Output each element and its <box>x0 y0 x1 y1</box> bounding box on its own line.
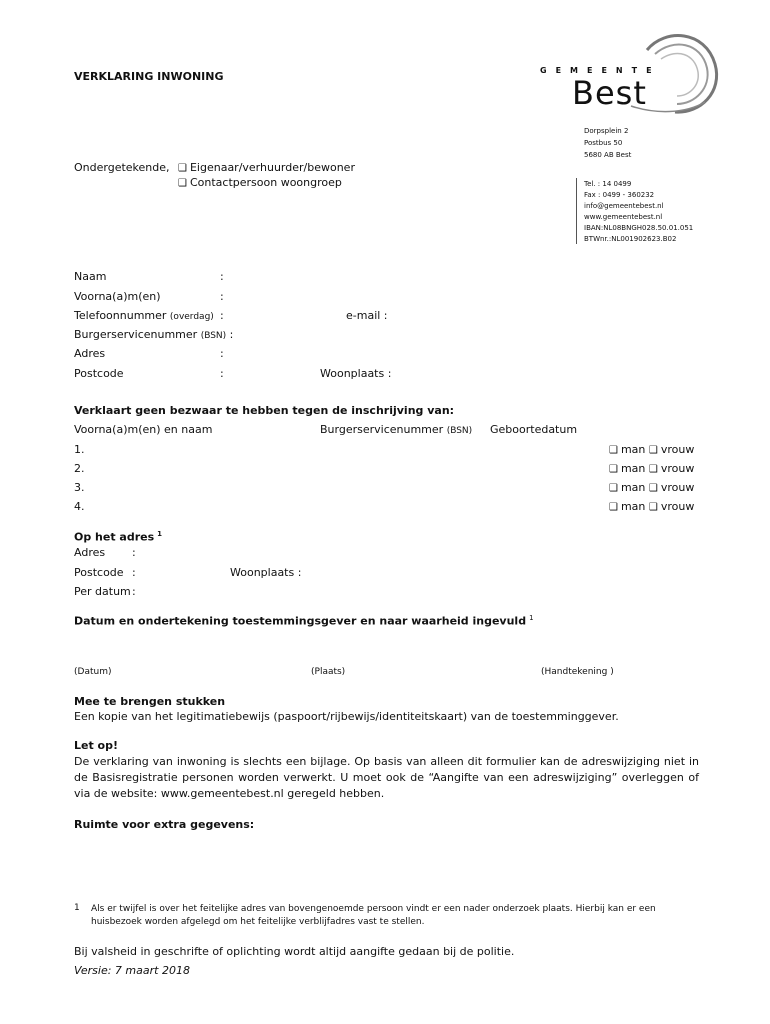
declaration-row-number: 1. <box>74 443 85 456</box>
logo-top-text: GEMEENTE <box>540 66 661 75</box>
vrouw-label: vrouw <box>660 443 695 456</box>
checkbox-icon[interactable]: ❑ <box>609 445 618 456</box>
col-bsn-note: (BSN) <box>446 426 473 436</box>
vrouw-label: vrouw <box>660 462 695 475</box>
bring-heading: Mee te brengen stukken <box>74 695 226 708</box>
signature-datum-label: (Datum) <box>74 667 112 677</box>
notice-text: De verklaring van inwoning is slechts een bijlage. Op basis van alleen dit formulier kan de adreswijziging niet in de Basisregistratie personen worden verwerkt. U moet ook de “Aangifte van een adreswijziging” overleggen of via de website: www.gemeentebest.nl geregeld hebben. <box>74 755 699 800</box>
checkbox-icon[interactable]: ❑ <box>648 445 658 456</box>
gender-options[interactable] <box>609 443 694 456</box>
gemeente-best-logo <box>535 26 725 121</box>
address-woonplaats-label: Woonplaats : <box>230 566 302 579</box>
address-line-3: 5680 AB Best <box>584 151 632 159</box>
field-colon: : <box>220 347 224 360</box>
declaration-col-bsn <box>320 423 472 436</box>
field-colon: : <box>220 309 224 322</box>
signature-heading <box>74 614 534 628</box>
signature-plaats-label: (Plaats) <box>311 667 346 677</box>
footnote-text: Als er twijfel is over het feitelijke adres van bovengenoemde persoon vindt er een nader onderzoek plaats. Hierbij kan er een huisbezoek worden afgelegd om het feitelijke verblijfadres vast te stellen. <box>91 904 656 927</box>
declaration-row-number: 3. <box>74 481 85 494</box>
field-colon: : <box>220 270 224 283</box>
field-colon: : <box>132 585 136 598</box>
address-section-heading <box>74 530 162 544</box>
field-adres-label: Adres <box>74 347 106 360</box>
option-owner[interactable] <box>178 161 355 174</box>
vrouw-label: vrouw <box>660 481 695 494</box>
checkbox-icon[interactable]: ❑ <box>648 464 658 475</box>
declaration-heading: Verklaart geen bezwaar te hebben tegen de inschrijving van: <box>74 404 455 417</box>
man-label: man <box>620 481 646 494</box>
declaration-col-birthdate: Geboortedatum <box>490 423 578 436</box>
field-colon: : <box>220 367 224 380</box>
extra-heading: Ruimte voor extra gegevens: <box>74 818 255 831</box>
checkbox-icon[interactable]: ❑ <box>609 502 618 513</box>
field-colon: : <box>220 290 224 303</box>
field-bsn-label <box>74 328 233 341</box>
field-voornamen-label: Voorna(a)m(en) <box>74 290 161 303</box>
page-title: VERKLARING INWONING <box>74 70 224 83</box>
bring-text: Een kopie van het legitimatiebewijs (paspoort/rijbewijs/identiteitskaart) van de toestemminggever. <box>74 710 619 723</box>
contact-tel: Tel. : 14 0499 <box>584 180 632 188</box>
address-per-datum-label: Per datum <box>74 585 131 598</box>
checkbox-icon[interactable]: ❑ <box>648 502 658 513</box>
checkbox-icon[interactable]: ❑ <box>648 483 658 494</box>
checkbox-icon[interactable]: ❑ <box>609 464 618 475</box>
gender-options[interactable] <box>609 500 694 513</box>
vrouw-label: vrouw <box>660 500 695 513</box>
contact-btw: BTWnr.:NL001902623.B02 <box>584 235 677 243</box>
footnote-number: 1 <box>74 903 80 913</box>
signature-heading-text: Datum en ondertekening toestemmingsgever en naar waarheid ingevuld <box>74 614 527 628</box>
contact-web: www.gemeentebest.nl <box>584 213 663 221</box>
address-line-2: Postbus 50 <box>584 139 623 147</box>
bsn-text: Burgerservicenummer <box>74 328 198 341</box>
field-naam-label: Naam <box>74 270 107 283</box>
field-telefoon-label <box>74 309 214 322</box>
field-email-label: e-mail : <box>346 309 388 322</box>
gender-options[interactable] <box>609 481 694 494</box>
undersigned-label: Ondergetekende, <box>74 161 170 174</box>
footer-warning: Bij valsheid in geschrifte of oplichting wordt altijd aangifte gedaan bij de politie. <box>74 945 515 958</box>
declaration-row-number: 4. <box>74 500 85 513</box>
telefoon-text: Telefoonnummer <box>74 309 167 322</box>
bsn-note: (BSN) <box>200 331 227 341</box>
field-colon: : <box>132 566 136 579</box>
footer-version: Versie: 7 maart 2018 <box>74 964 190 977</box>
contact-iban: IBAN:NL08BNGH028.50.01.051 <box>584 224 694 232</box>
address-line-1: Dorpsplein 2 <box>584 127 629 135</box>
contact-fax: Fax : 0499 - 360232 <box>584 191 655 199</box>
checkbox-icon[interactable]: ❑ <box>178 163 187 174</box>
option-contact[interactable] <box>178 176 342 189</box>
checkbox-icon[interactable]: ❑ <box>609 483 618 494</box>
field-colon: : <box>229 328 234 341</box>
address-heading-text: Op het adres <box>74 530 155 544</box>
footnote-ref: 1 <box>157 530 163 538</box>
contact-divider <box>576 178 577 244</box>
man-label: man <box>620 462 646 475</box>
col-bsn-text: Burgerservicenummer <box>320 423 444 436</box>
contact-email: info@gemeentebest.nl <box>584 202 664 210</box>
man-label: man <box>620 500 646 513</box>
declaration-col-name: Voorna(a)m(en) en naam <box>74 423 213 436</box>
field-postcode-label: Postcode <box>74 367 124 380</box>
logo-word: Best <box>572 74 647 112</box>
telefoon-note: (overdag) <box>169 312 214 322</box>
notice-heading: Let op! <box>74 739 119 752</box>
field-colon: : <box>132 546 136 559</box>
man-label: man <box>620 443 646 456</box>
signature-handtekening-label: (Handtekening ) <box>541 667 614 677</box>
field-woonplaats-label: Woonplaats : <box>320 367 392 380</box>
footnote-ref: 1 <box>529 614 534 622</box>
checkbox-icon[interactable]: ❑ <box>178 178 187 189</box>
gender-options[interactable] <box>609 462 694 475</box>
address-adres-label: Adres <box>74 546 106 559</box>
declaration-row-number: 2. <box>74 462 85 475</box>
address-postcode-label: Postcode <box>74 566 124 579</box>
option-owner-label: Eigenaar/verhuurder/bewoner <box>189 161 355 174</box>
option-contact-label: Contactpersoon woongroep <box>189 176 342 189</box>
